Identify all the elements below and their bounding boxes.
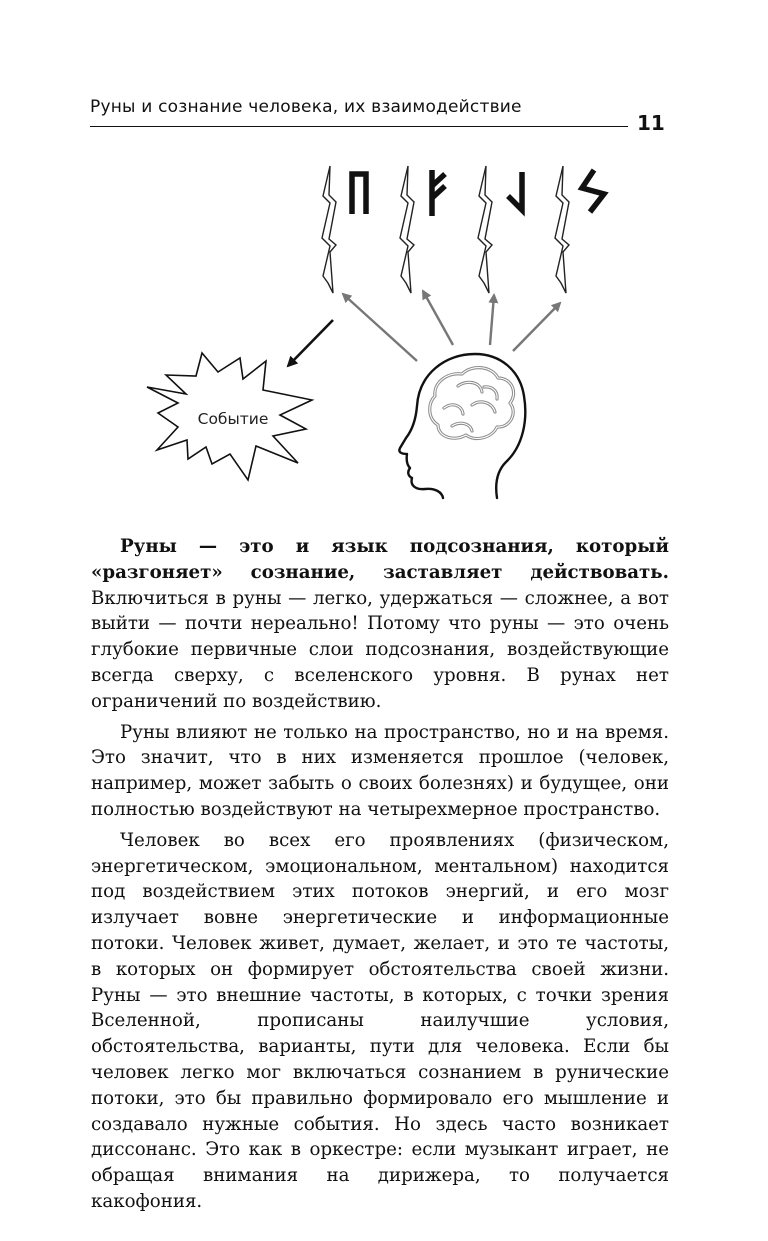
rune-uruz-icon <box>352 174 366 214</box>
paragraph-lead-bold: Руны — это и язык подсознания, который «разгоняет» сознание, заставляет действовать. <box>91 536 669 583</box>
event-label: Событие <box>197 410 269 428</box>
paragraph <box>91 534 669 715</box>
lightning-bolt-icon <box>400 166 414 293</box>
paragraph: Человек во всех его проявлениях (физическом, энергетическом, эмоциональном, ментальном) находится под воздействием этих потоков энергий, и его мозг излучает вовне энергетические и информационные потоки. Человек живет, думает, желает, и это те частоты, в которых он формирует обстоятельства своей жизни. Руны — это внешние частоты, в которых, с точки зрения Вселенной, прописаны наилучшие условия, обстоятельства, варианты, пути для человека. Если бы человек легко мог включаться сознанием в рунические потоки, это бы правильно формировало его мышление и создавало нужные события. Но здесь часто возникает диссонанс. Это как в оркестре: если музыкант играет, не обращая внимания на дирижера, то получается какофония. <box>91 829 669 1212</box>
paragraph: Руны влияют не только на пространство, но и на время. Это значит, что в них изменяется прошлое (человек, например, может забыть о своих болезнях) и будущее, они полностью воздействуют на четырехмерное пространство. <box>91 721 669 820</box>
body-text <box>91 534 669 1220</box>
rune-fehu-icon <box>432 170 445 216</box>
lightning-bolt-icon <box>555 166 569 293</box>
running-title: Руны и сознание человека, их взаимодействие <box>90 97 522 117</box>
arrow-icon <box>343 294 417 361</box>
arrow-icon <box>423 291 453 345</box>
header-rule <box>90 126 628 127</box>
lightning-bolt-icon <box>478 166 492 293</box>
rune-laguz-icon <box>508 172 522 210</box>
page-number: 11 <box>637 111 665 135</box>
lightning-bolt-icon <box>322 166 336 293</box>
runes-figure <box>140 150 620 510</box>
rune-sowilo-icon <box>582 170 604 212</box>
arrow-icon <box>288 320 333 366</box>
arrow-icon <box>513 303 560 351</box>
arrow-icon <box>490 295 494 345</box>
paragraph-text: Включиться в руны — легко, удержаться — сложнее, а вот выйти — почти нереально! Потому что руны — это очень глубокие первичные слои подсознания, воздействующие всегда сверху, с вселенского уровня. В рунах нет ограничений по воздействию. <box>91 587 669 712</box>
